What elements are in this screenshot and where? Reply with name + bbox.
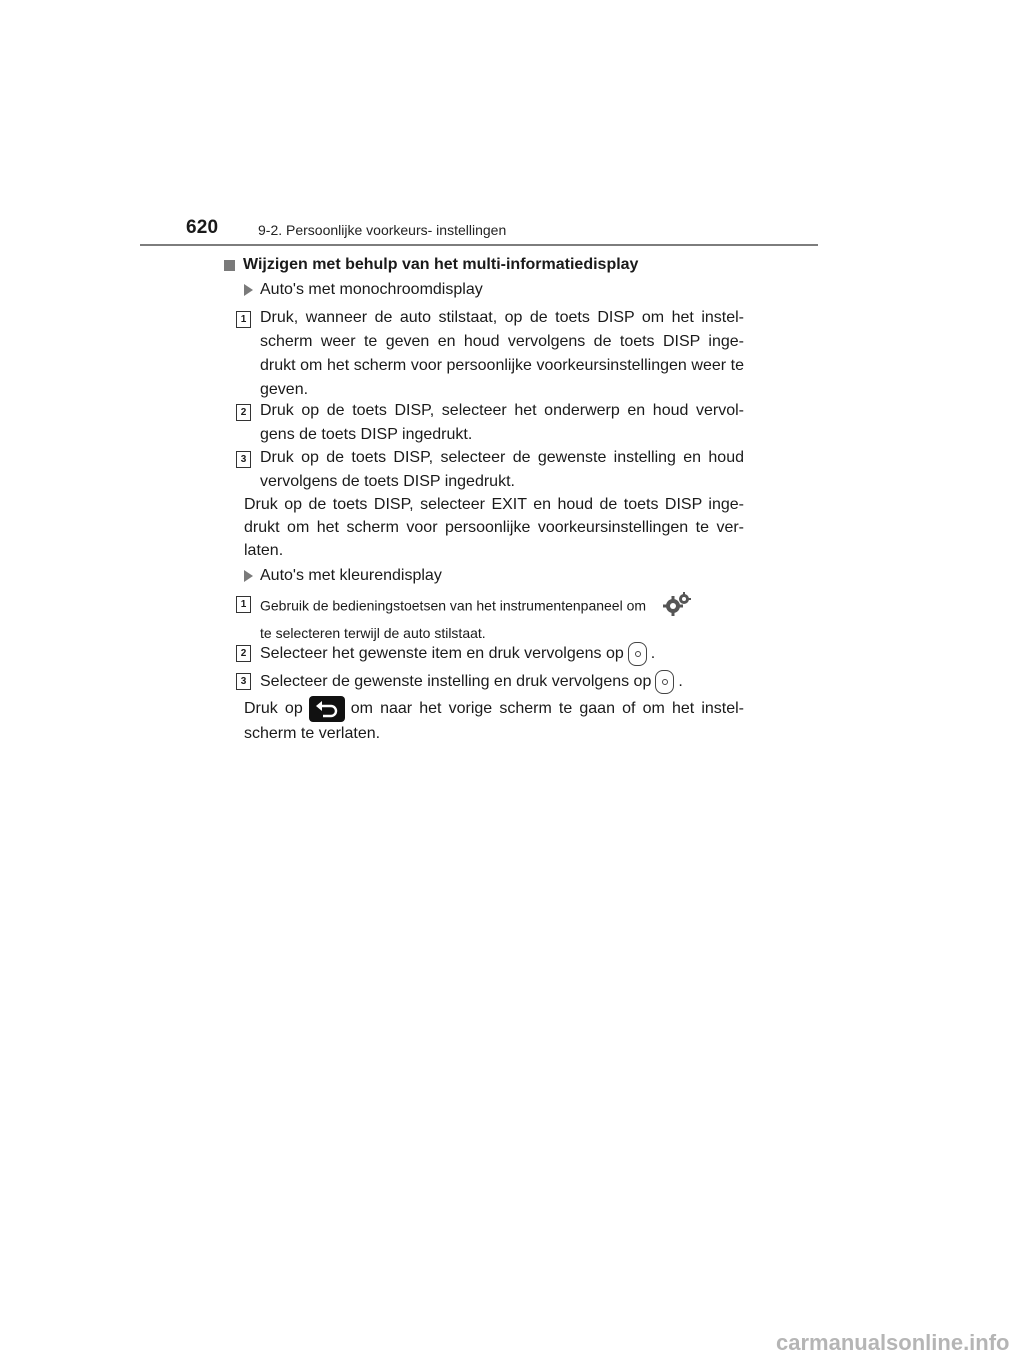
square-bullet-icon — [224, 260, 235, 271]
settings-gear-icon — [662, 592, 692, 622]
heading-text: Wijzigen met behulp van het multi-informatiedisplay — [243, 256, 639, 273]
color-subheading — [244, 567, 442, 585]
mono-exit-note: Druk op de toets DISP, selecteer EXIT en houd de toets DISP inge- drukt om het scherm voor persoonlijke voorkeursinstellingen te ver- laten. — [244, 496, 744, 559]
color-step-3-text: Selecteer de gewenste instelling en druk vervolgens op — [260, 673, 652, 691]
color-step-1-text-a: Gebruik de bedieningstoetsen van het instrumentenpaneel om — [260, 597, 647, 614]
step-number: 2 — [236, 645, 251, 662]
section-heading — [224, 256, 638, 274]
color-step-3 — [260, 670, 744, 694]
step-number: 2 — [236, 404, 251, 421]
color-back-note — [244, 696, 744, 745]
period: . — [650, 645, 656, 663]
knob-button-icon — [628, 642, 647, 666]
back-note-text-a: Druk op — [244, 700, 303, 718]
step-number: 3 — [236, 451, 251, 468]
step-number: 1 — [236, 311, 251, 328]
color-step-2 — [260, 642, 744, 666]
mono-step-3: Druk op de toets DISP, selecteer de gewenste instelling en houd vervolgens de toets DISP ingedrukt. — [260, 449, 744, 490]
color-label: Auto's met kleurendisplay — [260, 567, 442, 584]
triangle-bullet-icon — [244, 284, 253, 296]
back-note-text-b: om naar het vorige scherm te gaan of om het instel- scherm te verlaten. — [244, 700, 744, 742]
color-step-1-text-b: te selecteren terwijl de auto stilstaat. — [260, 625, 486, 641]
triangle-bullet-icon — [244, 570, 253, 582]
mono-step-2: Druk op de toets DISP, selecteer het onderwerp en houd vervol- gens de toets DISP ingedrukt. — [260, 402, 744, 443]
section-title: 9-2. Persoonlijke voorkeurs- instellingen — [258, 222, 507, 238]
header-divider — [140, 244, 818, 246]
step-number: 1 — [236, 596, 251, 613]
back-button-icon — [309, 696, 345, 722]
step-number: 3 — [236, 673, 251, 690]
color-step-1 — [260, 592, 744, 644]
watermark: carmanualsonline.info — [776, 1330, 1010, 1355]
period: . — [678, 673, 683, 691]
mono-label: Auto's met monochroomdisplay — [260, 281, 483, 298]
mono-step-1: Druk, wanneer de auto stilstaat, op de toets DISP om het instel- scherm weer te geven en houd vervolgens de toets DISP inge- drukt om het scherm voor persoonlijke voorkeursinstellingen weer te geven. — [260, 309, 744, 398]
color-step-2-text: Selecteer het gewenste item en druk vervolgens op — [260, 645, 624, 663]
knob-button-icon — [655, 670, 674, 694]
page-number: 620 — [186, 217, 219, 238]
mono-subheading — [244, 281, 483, 299]
